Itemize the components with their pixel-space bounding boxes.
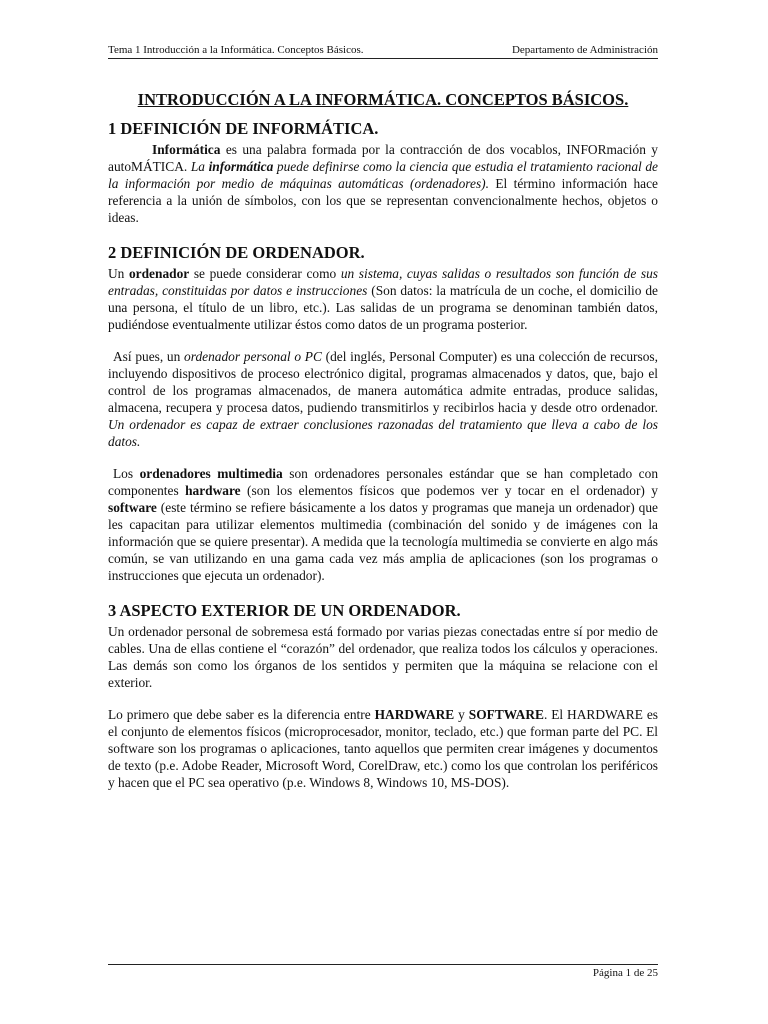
section-3-paragraph-2 [108,706,658,791]
term-hardware-caps: HARDWARE [374,707,455,722]
text-run: son ordenadores personales estándar que se han completado con componentes [108,466,659,498]
section-1-heading: 1 DEFINICIÓN DE INFORMÁTICA. [108,119,379,138]
header-right: Departamento de Administración [511,44,658,56]
text-run: (del inglés, Personal Computer) es una colección de recursos, incluyendo dispositivos de proceso electrónico digital, programas almacenados y datos, que, bajo el control de los programas almacenados, de manera automática admite entradas, produce salidas, almacena, recupera y procesa datos, pudiendo transmitirlos y recibirlos hacia y desde otro ordenador. [108,349,658,415]
text-run: . El HARDWARE es el conjunto de elementos físicos (microprocesador, monitor, teclado, etc.) que forman parte del PC. El software son los programas o aplicaciones, tanto aquellos que permiten crear imágenes y documentos de texto (p.e. Adobe Reader, Microsoft Word, CorelDraw, etc.) como los que controlan los periféricos y hacen que el PC sea operativo (p.e. Windows 8, Windows 10, MS-DOS). [108,707,659,790]
text-run: El término información hace referencia a la unión de símbolos, con los que se representan convencionalmente hechos, objetos o ideas. [108,176,659,225]
section-2-heading: 2 DEFINICIÓN DE ORDENADOR. [108,243,365,262]
document-body [108,90,658,791]
text-run: se puede considerar como [189,266,341,281]
text-run: es una palabra formada por la contracción de dos vocablos, INFORmación y autoMÁTICA. [108,142,658,174]
header-left: Tema 1 Introducción a la Informática. Conceptos Básicos. [108,44,364,56]
term-software: software [108,500,157,515]
term-hardware: hardware [185,483,241,498]
section-1-paragraph [108,141,658,226]
text-run: (este término se refiere básicamente a los datos y programas que maneja un ordenador) que les capacitan para utilizar elementos multimedia (combinación del sonido y de imágenes con la información que se quiere presentar). A medida que la tecnología multimedia se convierte en algo más común, se van utilizando en una gama cada vez más amplia de aplicaciones (son los programas o instrucciones que ejecuta un ordenador). [108,500,658,583]
text-run: (son los elementos físicos que podemos ver y tocar en el ordenador) y [240,483,658,498]
section-2-paragraph-1 [108,265,658,333]
page-number: Página 1 de 25 [592,967,658,979]
text-run-italic: puede definirse como la ciencia que estudia el tratamiento racional de la información por medio de máquinas automáticas (ordenadores). [108,159,658,191]
text-run-italic: un sistema, cuyas salidas o resultados son función de sus entradas, constituidas por datos e instrucciones [108,266,658,298]
text-run: y [454,707,469,722]
section-2-paragraph-2 [108,348,658,450]
section-3-paragraph-1: Un ordenador personal de sobremesa está formado por varias piezas conectadas entre sí por medio de cables. Una de ellas contiene el “corazón” del ordenador, que realiza todos los cálculos y operaciones. Las demás son como los órganos de los sentidos y permiten que la máquina se relacione con el exterior. [108,624,658,690]
section-2-paragraph-3 [108,465,658,584]
text-run-italic: ordenador personal o PC [184,349,322,364]
term-software-caps: SOFTWARE [468,707,544,722]
text-run-italic: Un ordenador es capaz de extraer conclusiones razonadas del tratamiento que lleva a cabo de los datos. [108,417,658,449]
document-title: INTRODUCCIÓN A LA INFORMÁTICA. CONCEPTOS BÁSICOS. [137,90,629,109]
text-run: (Son datos: la matrícula de un coche, el domicilio de una persona, el título de un libro, etc.). Las salidas de un programa se denominan también datos, pudiéndose eventualmente utilizar éstos como datos de un programa posterior. [108,283,658,332]
term-informatica: Informática [152,142,221,157]
running-footer [108,964,658,980]
running-header [108,44,658,59]
section-3-heading: 3 ASPECTO EXTERIOR DE UN ORDENADOR. [108,601,461,620]
text-run-italic: La [190,159,209,174]
text-run: Así pues, un [113,349,185,364]
term-ordenadores-multimedia: ordenadores multimedia [139,466,283,481]
term-ordenador: ordenador [128,266,190,281]
text-run: Un [108,266,129,281]
text-run: Lo primero que debe saber es la diferencia entre [108,707,375,722]
term-informatica-italic: informática [208,159,274,174]
text-run: Los [113,466,140,481]
